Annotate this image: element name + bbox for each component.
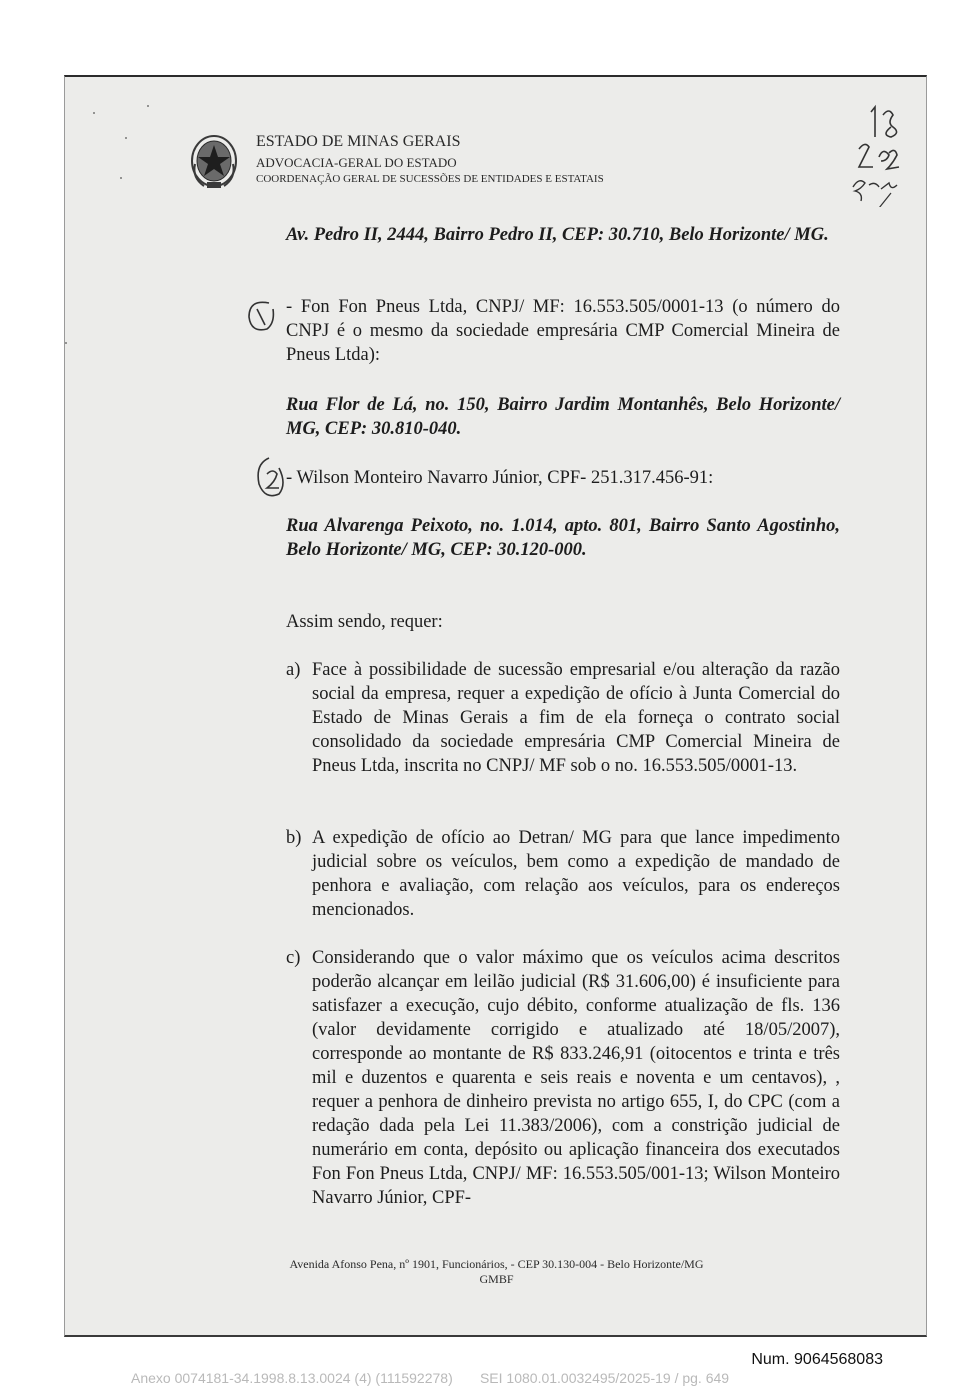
request-item-b [286,826,840,922]
footer-address: Avenida Afonso Pena, nº 1901, Funcionários, - CEP 30.130-004 - Belo Horizonte/MG [289,1257,704,1271]
footer-code: GMBF [479,1272,514,1286]
party-2: - Wilson Monteiro Navarro Júnior, CPF- 251.317.456-91: [286,468,714,488]
header-agency: ADVOCACIA-GERAL DO ESTADO [256,155,457,170]
annex-reference: Anexo 0074181-34.1998.8.13.0024 (4) (111592278) SEI 1080.01.0032495/2025-19 / pg. 649 [131,1370,730,1386]
request-item-a [286,658,840,778]
request-item-c [286,946,840,1210]
item-label: b) [286,828,302,848]
circled-mark-icon [255,454,287,502]
circled-mark-icon [245,297,277,337]
request-intro: Assim sendo, requer: [286,612,443,632]
item-label: c) [286,948,301,968]
item-label: a) [286,660,301,680]
handwritten-margin-note [841,97,911,207]
item-text: Face à possibilidade de sucessão empresarial e/ou alteração da razão social da empresa, requer a expedição de ofício à Junta Comercial do Estado de Minas Gerais a fim de ela forneça o contrato social consolidado da sociedade empresária CMP Comercial Mineira de Pneus Ltda, inscrita no CNPJ/ MF sob o no. 16.553.505/0001-13. [312,660,840,776]
document-number: Num. 9064568083 [751,1351,883,1368]
item-text: A expedição de ofício ao Detran/ MG para que lance impedimento judicial sobre os veículos, bem como a expedição de mandado de penhora e avaliação, com relação aos veículos, para os endereços mencionados. [312,828,840,920]
address-1: Av. Pedro II, 2444, Bairro Pedro II, CEP: 30.710, Belo Horizonte/ MG. [286,225,829,245]
item-text: Considerando que o valor máximo que os veículos acima descritos poderão alcançar em leilão judicial (R$ 31.606,00) é insuficiente para satisfazer a execução, cujo débito, conforme atualização de fls. 136 (valor devidamente corrigido e atualizado até 18/05/2007), corresponde ao montante de R$ 833.246,91 (oitocentos e trinta e três mil e duzentos e quarenta e seis reais e noventa e um centavos), , requer a penhora de dinheiro prevista no artigo 655, I, do CPC (com a redação dada pela Lei 11.383/2006), com a constrição judicial de numerário em conta, depósito ou aplicação financeira dos executados Fon Fon Pneus Ltda, CNPJ/ MF: 16.553.505/001-13; Wilson Monteiro Navarro Júnior, CPF- [312,948,840,1208]
header-department: COORDENAÇÃO GERAL DE SUCESSÕES DE ENTIDADES E ESTATAIS [256,173,604,185]
address-3: Rua Alvarenga Peixoto, no. 1.014, apto. 801, Bairro Santo Agostinho, Belo Horizonte/ MG, CEP: 30.120-000. [286,516,840,560]
state-seal-icon [190,134,238,192]
address-2: Rua Flor de Lá, no. 150, Bairro Jardim Montanhês, Belo Horizonte/ MG, CEP: 30.810-040. [286,395,840,439]
scanned-page [64,75,927,1337]
party-1: - Fon Fon Pneus Ltda, CNPJ/ MF: 16.553.505/0001-13 (o número do CNPJ é o mesmo da sociedade empresária CMP Comercial Mineira de Pneus Ltda): [286,297,840,365]
header-state: ESTADO DE MINAS GERAIS [256,133,461,150]
